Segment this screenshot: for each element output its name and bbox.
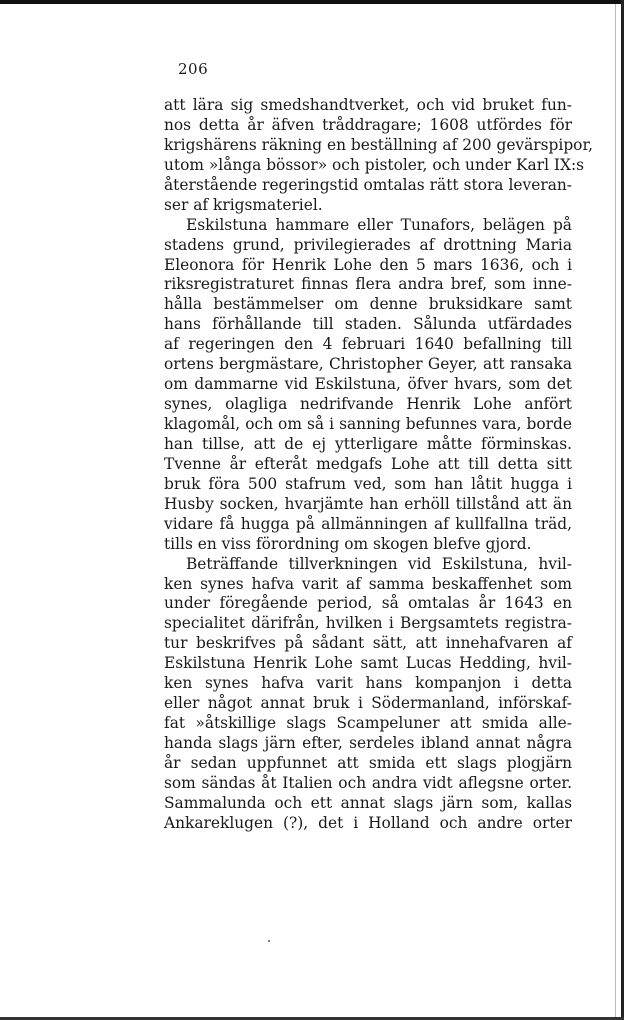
- text-line: Eskilstuna Henrik Lohe samt Lucas Hedding, hvil-: [164, 654, 572, 673]
- text-line: klagomål, och om så i sanning befunnes vara, borde: [164, 415, 572, 433]
- text-line: under föregående period, så omtalas år 1643 en: [164, 594, 572, 613]
- text-line: eller något annat bruk i Södermanland, införskaf-: [164, 694, 572, 713]
- text-line: riksregistraturet finnas flera andra bref, som inne-: [164, 275, 572, 294]
- text-line: synes, olagliga nedrifvande Henrik Lohe anfört: [164, 395, 572, 414]
- text-line: Husby socken, hvarjämte han erhöll tillstånd att än: [164, 494, 572, 513]
- page-number: 206: [178, 60, 209, 78]
- text-line: ser af krigsmateriel.: [164, 195, 323, 214]
- paragraph: [164, 96, 593, 216]
- text-line: år sedan uppfunnet att smida ett slags plogjärn: [164, 753, 572, 772]
- text-line: Sammalunda och ett annat slags järn som, kallas: [164, 793, 572, 812]
- text-line: tur beskrifves på sådant sätt, att innehafvaren af: [164, 634, 572, 653]
- text-line: fat »åtskillige slags Scampeluner att smida alle-: [164, 714, 572, 733]
- text-line: Eskilstuna hammare eller Tunafors, belägen på: [186, 215, 572, 234]
- text-line: krigshärens räkning en beställning af 200 gevärspipor,: [164, 135, 593, 154]
- ink-speck: [268, 940, 270, 942]
- text-line: ken synes hafva varit hans kompanjon i detta: [164, 674, 572, 693]
- page-right-fold-line: [615, 4, 616, 1020]
- text-line: utom »långa bössor» och pistoler, och under Karl IX:s: [164, 155, 585, 174]
- page-top-edge: [0, 0, 624, 4]
- text-line: Ankareklugen (?), det i Holland och andre orter: [164, 813, 572, 832]
- text-line: han tillse, att de ej ytterligare måtte förminskas.: [164, 434, 572, 453]
- text-line: om dammarne vid Eskilstuna, öfver hvars, som det: [164, 375, 572, 394]
- text-line: Eleonora för Henrik Lohe den 5 mars 1636, och i: [164, 255, 572, 274]
- text-line: specialitet därifrån, hvilken i Bergsamtets registra-: [164, 614, 572, 633]
- text-line: Tvenne år efteråt medgafs Lohe att till detta sitt: [164, 454, 572, 473]
- text-line: nos detta år äfven tråddragare; 1608 utfördes för: [164, 115, 572, 134]
- text-line: hans förhållande till staden. Sålunda utfärdades: [164, 315, 572, 334]
- text-line: af regeringen den 4 februari 1640 befallning till: [164, 335, 572, 354]
- paragraph: [164, 216, 572, 555]
- text-line: hålla bestämmelser om denne bruksidkare samt: [164, 295, 572, 314]
- body-text: [164, 96, 593, 834]
- text-line: återstående regeringstid omtalas rätt stora leveran-: [164, 175, 572, 194]
- text-line: ortens bergmästare, Christopher Geyer, att ransaka: [164, 355, 572, 374]
- text-line: handa slags järn efter, serdeles ibland annat några: [164, 734, 572, 752]
- text-line: tills en viss förordning om skogen blefve gjord.: [164, 534, 532, 553]
- text-line: Beträffande tillverkningen vid Eskilstuna, hvil-: [186, 554, 572, 573]
- text-line: vidare få hugga på allmänningen af kullfallna träd,: [164, 514, 572, 533]
- paragraph: [164, 555, 572, 834]
- text-line: som sändas åt Italien och andra vidt aflegsne orter.: [164, 773, 572, 792]
- text-line: stadens grund, privilegierades af drottning Maria: [164, 235, 572, 254]
- text-line: att lära sig smedshandtverket, och vid bruket fun-: [164, 96, 572, 114]
- text-line: bruk föra 500 stafrum ved, som han låtit hugga i: [164, 474, 572, 493]
- text-line: ken synes hafva varit af samma beskaffenhet som: [164, 574, 572, 593]
